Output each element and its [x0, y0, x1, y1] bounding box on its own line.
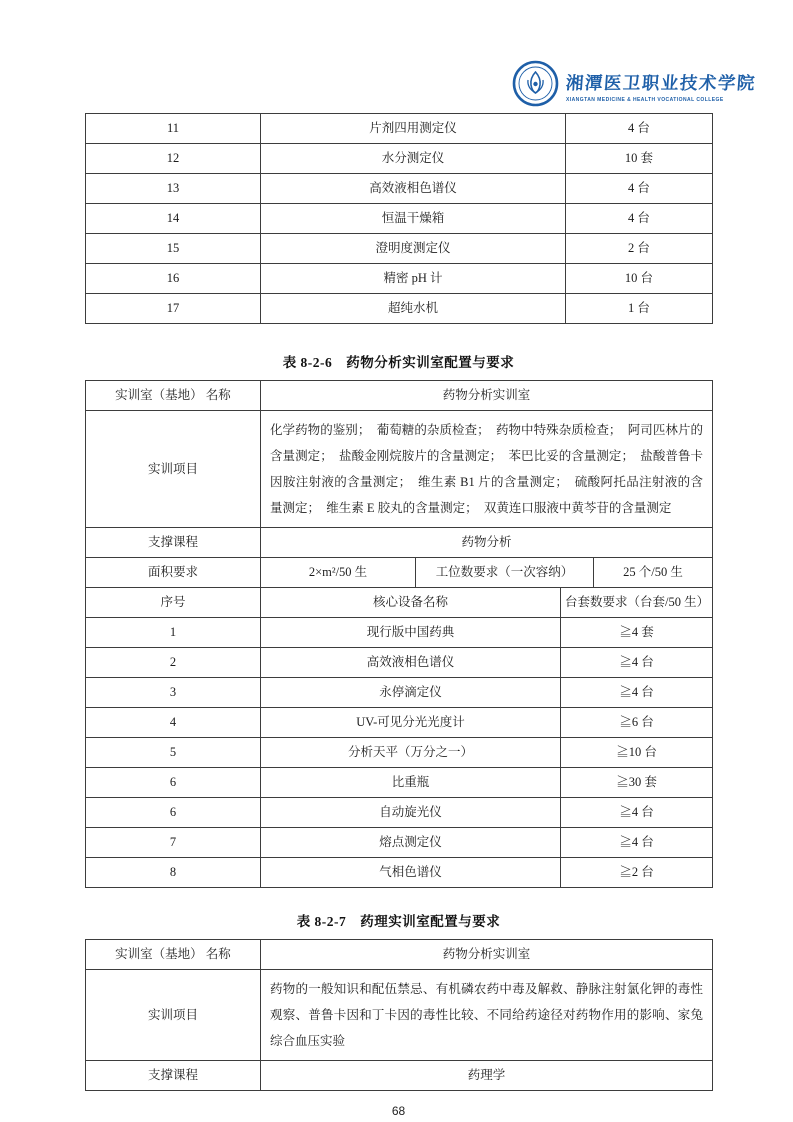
table-row [86, 678, 713, 708]
table-cell: 6 [86, 768, 261, 798]
table-cell: ≧2 台 [561, 858, 713, 888]
table-cell: ≧4 台 [561, 828, 713, 858]
room-name-value: 药物分析实训室 [261, 381, 713, 411]
page-number: 68 [391, 1104, 406, 1118]
table-cell: 自动旋光仪 [261, 798, 561, 828]
table-row [86, 174, 713, 204]
table-cell: 高效液相色谱仪 [261, 648, 561, 678]
training-items-label: 实训项目 [86, 411, 261, 528]
table-cell: 15 [86, 234, 261, 264]
table-cell: 气相色谱仪 [261, 858, 561, 888]
room-name-label: 实训室（基地） 名称 [86, 940, 261, 970]
table-cell: 12 [86, 144, 261, 174]
support-course-label: 支撑课程 [86, 528, 261, 558]
table-cell: 4 台 [566, 174, 713, 204]
college-logo [512, 60, 756, 112]
table-cell: 13 [86, 174, 261, 204]
support-course-label: 支撑课程 [86, 1061, 261, 1091]
table-cell: 4 [86, 708, 261, 738]
table-header-row [86, 588, 713, 618]
area-label: 面积要求 [86, 558, 261, 588]
table-row [86, 294, 713, 324]
table-cell: ≧30 套 [561, 768, 713, 798]
table-row [86, 114, 713, 144]
table-cell: 10 台 [566, 264, 713, 294]
table-cell: 超纯水机 [261, 294, 566, 324]
table-cell: 10 套 [566, 144, 713, 174]
table-cell: 恒温干燥箱 [261, 204, 566, 234]
table-row [86, 1061, 713, 1091]
table-row [86, 264, 713, 294]
table-cell: 7 [86, 828, 261, 858]
table-cell: 3 [86, 678, 261, 708]
table-8-2-6 [85, 380, 713, 888]
table-row [86, 768, 713, 798]
table-row [86, 858, 713, 888]
table-cell: 永停滴定仪 [261, 678, 561, 708]
capacity-value: 25 个/50 生 [594, 558, 713, 588]
table-row [86, 234, 713, 264]
table-cell: 1 台 [566, 294, 713, 324]
table-row [86, 708, 713, 738]
table-cell: 1 [86, 618, 261, 648]
table-cell: ≧4 台 [561, 678, 713, 708]
table-row [86, 970, 713, 1061]
table-row [86, 798, 713, 828]
table-8-2-7-title: 表 8-2-7 药理实训室配置与要求 [296, 914, 501, 929]
table-cell: ≧10 台 [561, 738, 713, 768]
support-course-value: 药物分析 [261, 528, 713, 558]
table-row [86, 528, 713, 558]
table-row [86, 558, 713, 588]
table-cell: 6 [86, 798, 261, 828]
area-value: 2×m²/50 生 [261, 558, 416, 588]
table-cell: 4 台 [566, 204, 713, 234]
college-emblem-icon [512, 60, 559, 112]
table-cell: 11 [86, 114, 261, 144]
table-cell: 17 [86, 294, 261, 324]
table-row [86, 144, 713, 174]
college-name-english: XIANGTAN MEDICINE & HEALTH VOCATIONAL COLLEGE [566, 96, 724, 103]
table-cell: 16 [86, 264, 261, 294]
column-header-quantity: 台套数要求（台套/50 生） [561, 588, 713, 618]
table-row [86, 204, 713, 234]
table-cell: UV-可见分光光度计 [261, 708, 561, 738]
table-cell: 现行版中国药典 [261, 618, 561, 648]
table-row [86, 828, 713, 858]
training-items-text: 化学药物的鉴别； 葡萄糖的杂质检查； 药物中特殊杂质检查； 阿司匹林片的含量测定； 盐酸金刚烷胺片的含量测定； 苯巴比妥的含量测定； 盐酸普鲁卡因胺注射液的含量测定； 维生素 B1 片的含量测定； 硫酸阿托品注射液的含量测定； 维生素 E 胶丸的含量测定； 双黄连口服液中黄芩苷的含量测定 [261, 411, 713, 528]
table-cell: 比重瓶 [261, 768, 561, 798]
table-cell: 片剂四用测定仪 [261, 114, 566, 144]
equipment-table-continued [85, 113, 713, 324]
room-name-label: 实训室（基地） 名称 [86, 381, 261, 411]
support-course-value: 药理学 [261, 1061, 713, 1091]
table-cell: 澄明度测定仪 [261, 234, 566, 264]
college-name-chinese: 湘潭医卫职业技术学院 [565, 72, 757, 93]
table-cell: 2 台 [566, 234, 713, 264]
training-items-text: 药物的一般知识和配伍禁忌、有机磷农药中毒及解救、静脉注射氯化钾的毒性观察、普鲁卡因和丁卡因的毒性比较、不同给药途径对药物作用的影响、家兔综合血压实验 [261, 970, 713, 1061]
table-cell: 2 [86, 648, 261, 678]
table-cell: ≧4 套 [561, 618, 713, 648]
table-cell: 精密 pH 计 [261, 264, 566, 294]
training-items-label: 实训项目 [86, 970, 261, 1061]
table-8-2-7 [85, 939, 713, 1091]
table-row [86, 618, 713, 648]
table-cell: 5 [86, 738, 261, 768]
table-cell: 8 [86, 858, 261, 888]
table-cell: 分析天平（万分之一） [261, 738, 561, 768]
table-cell: ≧4 台 [561, 798, 713, 828]
table-row [86, 738, 713, 768]
table-row [86, 381, 713, 411]
table-cell: 14 [86, 204, 261, 234]
table-cell: 高效液相色谱仪 [261, 174, 566, 204]
table-cell: ≧4 台 [561, 648, 713, 678]
table-cell: 水分测定仪 [261, 144, 566, 174]
column-header-equipment: 核心设备名称 [261, 588, 561, 618]
table-row [86, 411, 713, 528]
capacity-label: 工位数要求（一次容纳） [416, 558, 594, 588]
room-name-value: 药物分析实训室 [261, 940, 713, 970]
table-row [86, 940, 713, 970]
table-cell: 熔点测定仪 [261, 828, 561, 858]
table-cell: ≧6 台 [561, 708, 713, 738]
table-8-2-6-title: 表 8-2-6 药物分析实训室配置与要求 [282, 355, 515, 370]
table-row [86, 648, 713, 678]
table-cell: 4 台 [566, 114, 713, 144]
column-header-seq: 序号 [86, 588, 261, 618]
